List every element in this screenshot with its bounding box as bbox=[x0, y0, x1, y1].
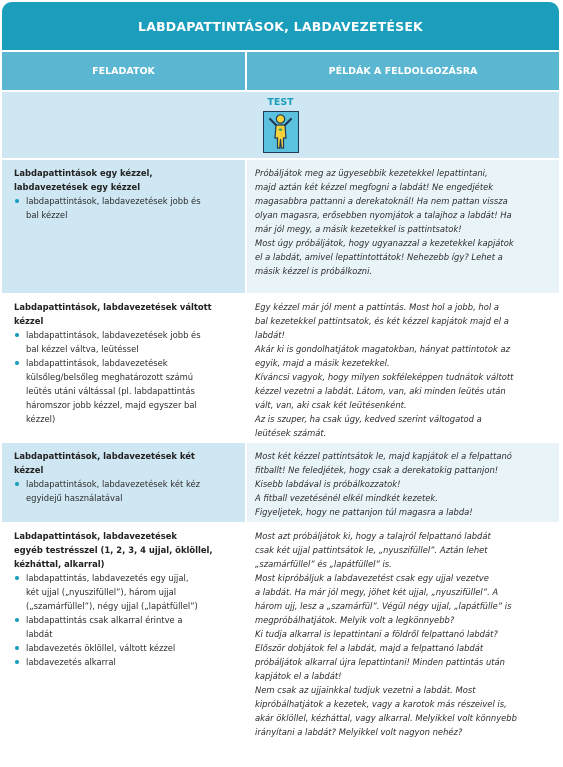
task-cell bbox=[2, 443, 247, 522]
list-item-line: két ujjal („nyuszifüllel”), három ujjal bbox=[26, 587, 177, 597]
table-title: LABDAPATTINTÁSOK, LABDAVEZETÉSEK bbox=[2, 2, 559, 52]
task-cell bbox=[2, 294, 247, 442]
task-title-line: Labdapattintások, labdavezetések két bbox=[14, 451, 195, 461]
list-item bbox=[14, 641, 237, 655]
task-title-line: Labdapattintások, labdavezetések váltott bbox=[14, 302, 212, 312]
activity-table bbox=[2, 2, 559, 765]
task-bullet-list bbox=[14, 328, 237, 426]
example-line: Most két kézzel pattintsátok le, majd kapjátok el a felpattanó bbox=[255, 451, 512, 461]
standing-person-graphic bbox=[264, 112, 297, 151]
example-cell bbox=[247, 160, 559, 293]
test-label: TEST bbox=[267, 97, 294, 108]
list-item-line: labdapattintások, labdavezetések két kéz bbox=[26, 479, 201, 489]
example-line: Kisebb labdával is próbálkozzatok! bbox=[255, 479, 401, 489]
list-item-line: labdapattintások, labdavezetések jobb és bbox=[26, 196, 201, 206]
example-line: három ujj, lesz a „szamárfül”. Végül négy ujjal, „lapátfülle” is bbox=[255, 601, 512, 611]
example-line: labdát! bbox=[255, 330, 285, 340]
example-line: majd aztán két kézzel megfogni a labdát! Ne engedjétek bbox=[255, 182, 494, 192]
header-tasks: FELADATOK bbox=[2, 52, 247, 90]
example-line: leütések számát. bbox=[255, 428, 327, 438]
example-line: „szamárfüllel” és „lapátfüllel” is. bbox=[255, 559, 392, 569]
list-item-line: leütés utáni váltással (pl. labdapattintás bbox=[26, 386, 195, 396]
task-title bbox=[14, 449, 237, 477]
list-item-line: külsőleg/belsőleg meghatározott számú bbox=[26, 372, 194, 382]
test-section bbox=[2, 92, 559, 160]
task-bullet-list bbox=[14, 571, 237, 669]
task-title-line: kézzel bbox=[14, 465, 44, 475]
list-item bbox=[14, 613, 237, 641]
list-item-line: labdát bbox=[26, 629, 53, 639]
list-item-line: labdapattintás csak alkarral érintve a bbox=[26, 615, 183, 625]
example-line: Most úgy próbáljátok, hogy ugyanazzal a kezetekkel kapjátok bbox=[255, 238, 514, 248]
example-line: akár öklöllel, kézháttal, vagy alkarral. Melyikkel volt könnyebb bbox=[255, 713, 517, 723]
list-item bbox=[14, 655, 237, 669]
task-title-line: Labdapattintások, labdavezetések bbox=[14, 531, 177, 541]
example-line: kipróbálhatjátok a kezetek, vagy a karotok más részeivel is, bbox=[255, 699, 507, 709]
example-line: magasabbra pattanni a derekatoknál! Ha nem pattan vissza bbox=[255, 196, 508, 206]
example-line: a labdát. Ha már jól megy, jöhet két ujjal, „nyuszifüllel”. A bbox=[255, 587, 499, 597]
list-item-line: kézzel) bbox=[26, 414, 56, 424]
example-line: A fitball vezetésénél elkél mindkét kezetek. bbox=[255, 493, 438, 503]
list-item-line: labdapattintások, labdavezetések bbox=[26, 358, 168, 368]
example-line: bal kezetekkel pattintsatok, és két kézzel kapjátok majd el a bbox=[255, 316, 509, 326]
task-title-line: labdavezetések egy kézzel bbox=[14, 182, 141, 192]
task-title bbox=[14, 166, 237, 194]
example-line: Most kipróbáljuk a labdavezetést csak egy ujjal vezetve bbox=[255, 573, 489, 583]
example-line: Próbáljátok meg az ügyesebbik kezetekkel lepattintani, bbox=[255, 168, 488, 178]
list-item bbox=[14, 328, 237, 356]
list-item bbox=[14, 571, 237, 613]
example-line: Először dobjátok fel a labdát, majd a felpattanó labdát bbox=[255, 643, 484, 653]
example-line: Figyeljetek, hogy ne pattanjon túl magasra a labda! bbox=[255, 507, 473, 517]
table-row bbox=[2, 160, 559, 294]
list-item-line: bal kézzel váltva, leütéssel bbox=[26, 344, 139, 354]
example-line: olyan magasra, erősebben nyomjátok a talajhoz a labdát! Ha bbox=[255, 210, 512, 220]
example-line: Most azt próbáljátok ki, hogy a talajról felpattanó labdát bbox=[255, 531, 491, 541]
list-item-line: („szamárfüllel”), négy ujjal („lapátfüllel”) bbox=[26, 601, 198, 611]
example-line: egyik, majd a másik kezetekkel. bbox=[255, 358, 390, 368]
task-cell bbox=[2, 160, 247, 293]
task-rows bbox=[2, 160, 559, 761]
table-row bbox=[2, 523, 559, 761]
task-title-line: kézzel bbox=[14, 316, 44, 326]
task-cell bbox=[2, 523, 247, 760]
task-bullet-list bbox=[14, 477, 237, 505]
task-bullet-list bbox=[14, 194, 237, 222]
example-line: Kíváncsi vagyok, hogy milyen sokféleképpen tudnátok váltott bbox=[255, 372, 514, 382]
example-cell bbox=[247, 443, 559, 522]
table-row bbox=[2, 443, 559, 523]
example-line: Nem csak az ujjainkkal tudjuk vezetni a labdát. Most bbox=[255, 685, 476, 695]
example-line: megpróbálhatjátok. Melyik volt a legkönnyebb? bbox=[255, 615, 455, 625]
task-title-line: egyéb testrésszel (1, 2, 3, 4 ujjal, öklöllel, bbox=[14, 545, 213, 555]
example-line: próbáljátok alkarral újra lepattintani! Minden pattintás után bbox=[255, 657, 505, 667]
example-line: irányítani a labdát? Melyikkel volt nagyon nehéz? bbox=[255, 727, 463, 737]
example-line: el a labdát, amivel lepattintottátok! Nehezebb így? Lehet a bbox=[255, 252, 503, 262]
task-title-line: Labdapattintások egy kézzel, bbox=[14, 168, 153, 178]
example-line: Egy kézzel már jól ment a pattintás. Most hol a jobb, hol a bbox=[255, 302, 499, 312]
example-line: már jól megy, a másik kezetekkel is pattintsatok! bbox=[255, 224, 462, 234]
example-line: fitballt! Ne feledjétek, hogy csak a derekatokig pattanjon! bbox=[255, 465, 499, 475]
example-line: csak két ujjal pattintsátok le, „nyuszifüllel”. Aztán lehet bbox=[255, 545, 488, 555]
task-title bbox=[14, 300, 237, 328]
example-cell bbox=[247, 294, 559, 442]
column-header-row bbox=[2, 52, 559, 92]
task-title bbox=[14, 529, 237, 571]
list-item-line: labdavezetés öklöllel, váltott kézzel bbox=[26, 643, 176, 653]
example-line: Ki tudja alkarral is lepattintani a földről felpattanó labdát? bbox=[255, 629, 498, 639]
example-line: kapjátok el a labdát! bbox=[255, 671, 342, 681]
example-line: vált, van, aki csak két leütésenként. bbox=[255, 400, 407, 410]
list-item bbox=[14, 194, 237, 222]
list-item bbox=[14, 477, 237, 505]
example-line: Akár ki is gondolhatjátok magatokban, hányat pattintotok az bbox=[255, 344, 510, 354]
example-line: Az is szuper, ha csak úgy, kedved szerint váltogatod a bbox=[255, 414, 482, 424]
list-item bbox=[14, 356, 237, 426]
example-line: kézzel vezetni a labdát. Látom, van, aki minden leütés után bbox=[255, 386, 506, 396]
table-row bbox=[2, 294, 559, 443]
header-examples: PÉLDÁK A FELDOLGOZÁSRA bbox=[328, 65, 478, 77]
list-item-line: labdapattintások, labdavezetések jobb és bbox=[26, 330, 201, 340]
task-title-line: kézháttal, alkarral) bbox=[14, 559, 105, 569]
list-item-line: bal kézzel bbox=[26, 210, 68, 220]
list-item-line: labdavezetés alkarral bbox=[26, 657, 116, 667]
example-line: másik kézzel is próbálkozni. bbox=[255, 266, 373, 276]
list-item-line: labdapattintás, labdavezetés egy ujjal, bbox=[26, 573, 189, 583]
standing-person-icon bbox=[263, 111, 299, 153]
example-cell bbox=[247, 523, 559, 760]
list-item-line: egyidejű használatával bbox=[26, 493, 123, 503]
list-item-line: háromszor jobb kézzel, majd egyszer bal bbox=[26, 400, 197, 410]
